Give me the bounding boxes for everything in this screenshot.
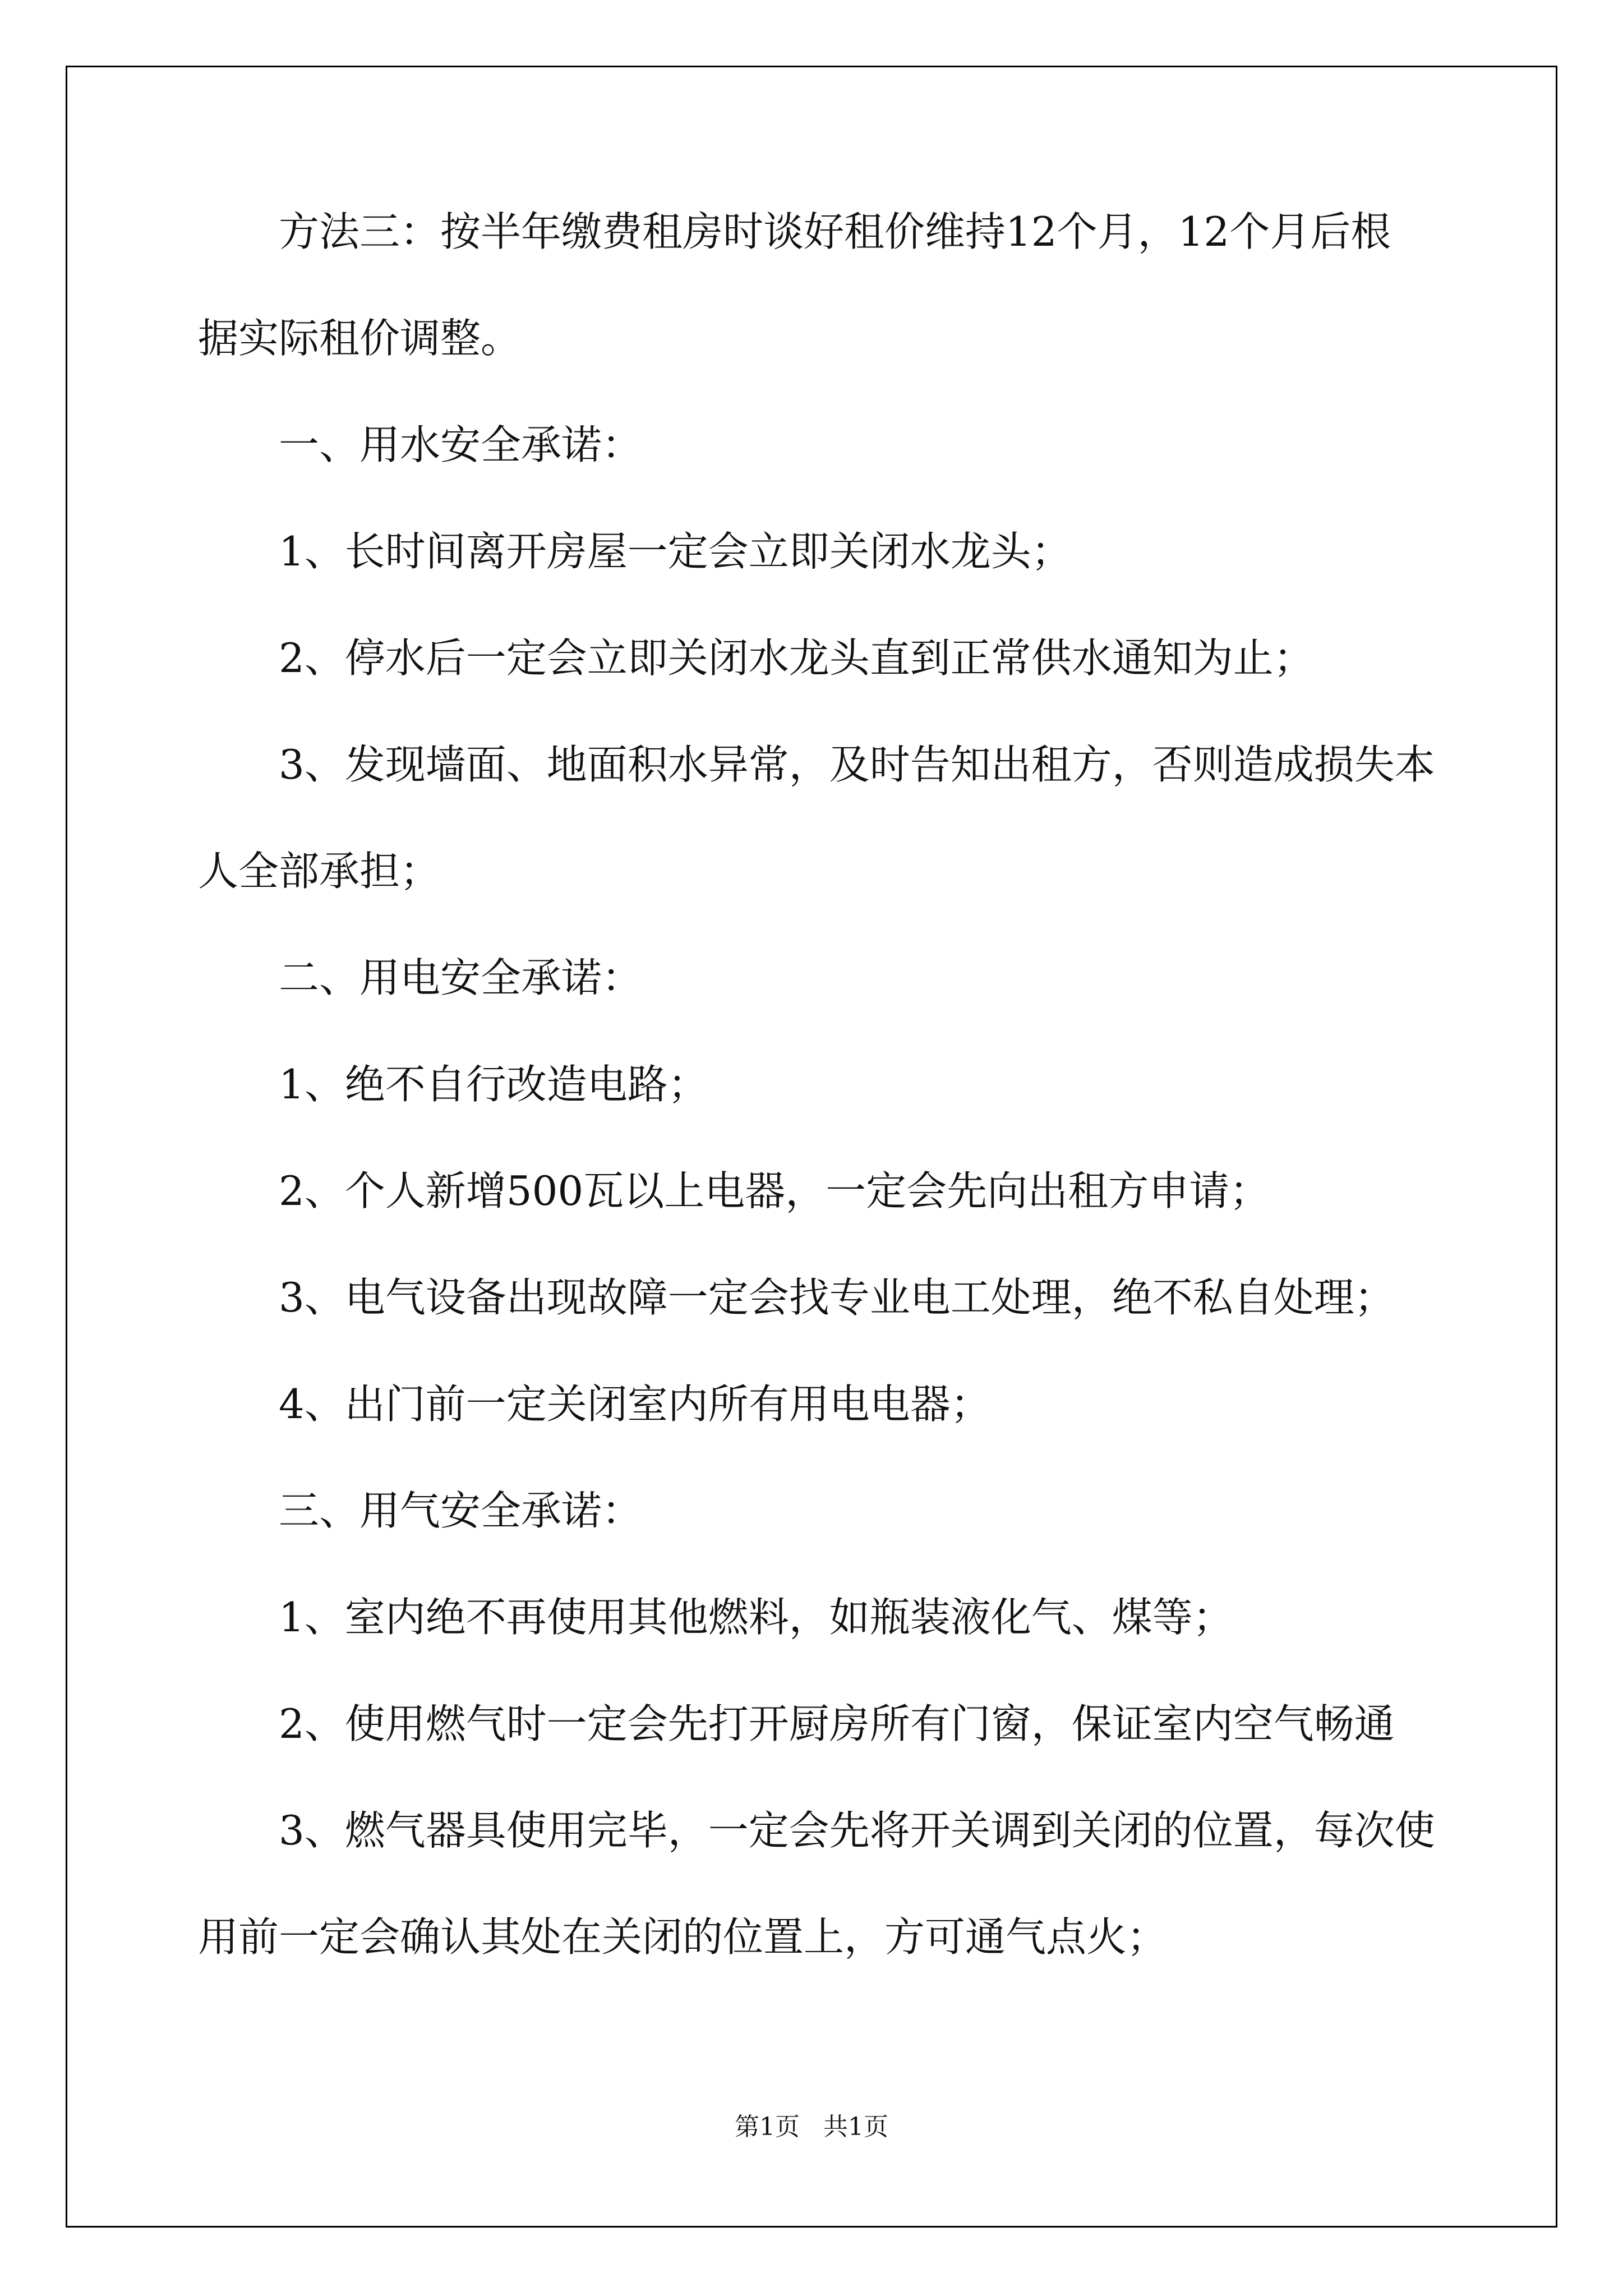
paragraph-line: 方法三：按半年缴费租房时谈好租价维持12个月，12个月后根 <box>279 208 1391 255</box>
paragraph-line: 1、绝不自行改造电路； <box>279 1061 708 1108</box>
paragraph-line: 4、出门前一定关闭室内所有用电电器； <box>279 1381 991 1428</box>
paragraph-line: 2、个人新增500瓦以上电器，一定会先向出租方申请； <box>279 1167 1270 1214</box>
section-heading-water: 一、用水安全承诺： <box>279 421 643 468</box>
paragraph-line: 用前一定会确认其处在关闭的位置上，方可通气点火； <box>198 1913 1168 1961</box>
paragraph-line: 2、使用燃气时一定会先打开厨房所有门窗，保证室内空气畅通 <box>279 1700 1395 1747</box>
page-border <box>66 66 1557 2228</box>
section-heading-electricity: 二、用电安全承诺： <box>279 954 643 1001</box>
paragraph-line: 1、长时间离开房屋一定会立即关闭水龙头； <box>279 528 1072 575</box>
paragraph-line: 1、室内绝不再使用其他燃料，如瓶装液化气、煤等； <box>279 1594 1233 1641</box>
paragraph-line: 2、停水后一定会立即关闭水龙头直到正常供水通知为止； <box>279 634 1314 682</box>
page-footer: 第1页 共1页 <box>735 2113 888 2141</box>
paragraph-line: 3、电气设备出现故障一定会找专业电工处理，绝不私自处理； <box>279 1274 1395 1321</box>
paragraph-line: 人全部承担； <box>198 848 441 895</box>
paragraph-line: 3、燃气器具使用完毕，一定会先将开关调到关闭的位置，每次使 <box>279 1807 1435 1854</box>
paragraph-line: 3、发现墙面、地面积水异常，及时告知出租方，否则造成损失本 <box>279 741 1435 788</box>
paragraph-line: 据实际租价调整。 <box>198 315 522 362</box>
section-heading-gas: 三、用气安全承诺： <box>279 1487 643 1534</box>
